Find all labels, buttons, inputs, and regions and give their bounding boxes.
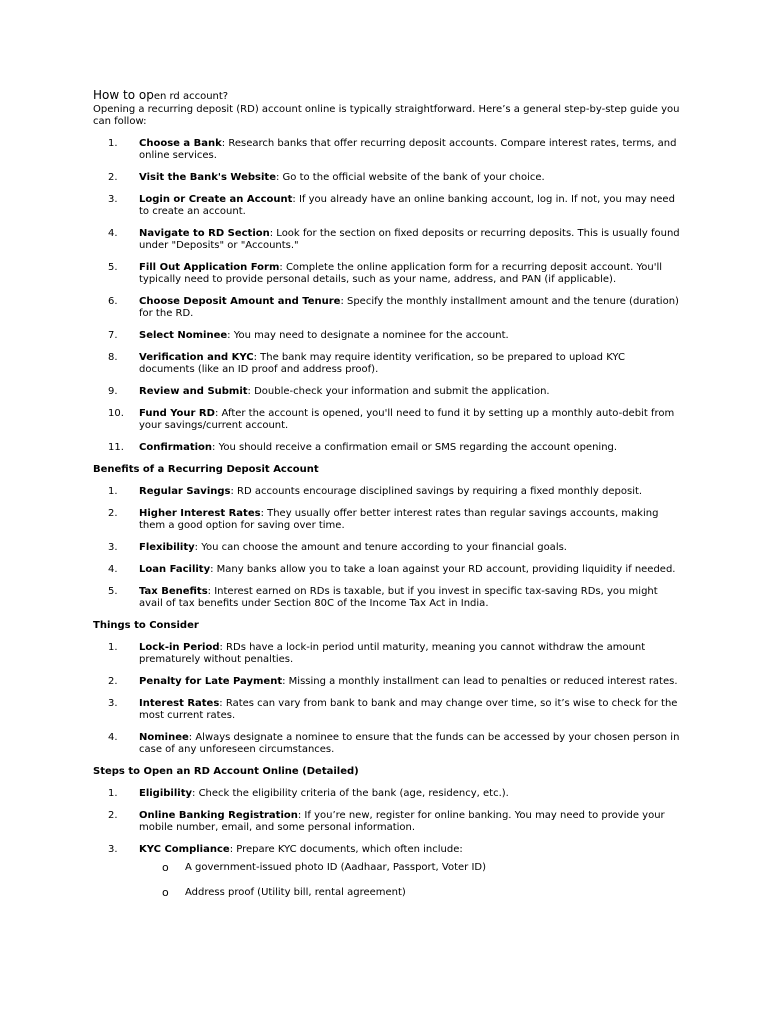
bullet-icon: o: [162, 861, 169, 874]
list-item: [93, 386, 683, 398]
list-item-text: : Interest earned on RDs is taxable, but if you invest in specific tax-saving RDs, you might avail of tax benefits under Section 80C of the Income Tax Act in India.: [139, 586, 658, 609]
list-item-number: 2.: [108, 172, 118, 183]
considerations-heading: Things to Consider: [93, 620, 199, 631]
list-item-number: 1.: [108, 486, 118, 497]
list-item: [93, 676, 683, 688]
list-item-number: 6.: [108, 296, 118, 307]
list-item-text: : Go to the official website of the bank of your choice.: [276, 172, 545, 183]
list-item-text: : Many banks allow you to take a loan against your RD account, providing liquidity if needed.: [210, 564, 676, 575]
list-item-number: 2.: [108, 508, 118, 519]
title-large-part: How to op: [93, 88, 154, 102]
list-item-number: 4.: [108, 732, 118, 743]
list-item-text: : You may need to designate a nominee for the account.: [227, 330, 509, 341]
list-item-term: Review and Submit: [139, 386, 248, 397]
list-item-term: Interest Rates: [139, 698, 220, 709]
list-item-text: : They usually offer better interest rates than regular savings accounts, making them a good option for saving over time.: [139, 508, 659, 531]
list-item-term: Confirmation: [139, 442, 213, 453]
list-item: [93, 810, 683, 834]
sub-list-item: [139, 887, 683, 899]
list-item-number: 3.: [108, 698, 118, 709]
list-item-number: 11.: [108, 442, 124, 453]
detailed-steps-list: [93, 788, 683, 899]
list-item-term: Flexibility: [139, 542, 195, 553]
list-item-text: : If you already have an online banking account, log in. If not, you may need to create an account.: [139, 194, 675, 217]
list-item: [93, 442, 683, 454]
kyc-documents-list: [139, 862, 683, 899]
list-item-number: 1.: [108, 788, 118, 799]
list-item: [93, 228, 683, 252]
list-item-text: : You should receive a confirmation email or SMS regarding the account opening.: [212, 442, 618, 453]
sub-list-item-text: A government-issued photo ID (Aadhaar, Passport, Voter ID): [185, 862, 487, 873]
list-item-text: : Double-check your information and submit the application.: [247, 386, 550, 397]
list-item-term: Fill Out Application Form: [139, 262, 280, 273]
list-item-text: : After the account is opened, you'll need to fund it by setting up a monthly auto-debit from your savings/current account.: [139, 408, 675, 431]
list-item-text: : Specify the monthly installment amount and the tenure (duration) for the RD.: [139, 296, 679, 319]
list-item-number: 2.: [108, 676, 118, 687]
bullet-icon: o: [162, 886, 169, 899]
list-item-term: Lock-in Period: [139, 642, 220, 653]
list-item-text: : Prepare KYC documents, which often include:: [229, 844, 463, 855]
list-item-text: : Always designate a nominee to ensure that the funds can be accessed by your chosen person in case of any unforeseen circumstances.: [139, 732, 680, 755]
list-item-term: Verification and KYC: [139, 352, 254, 363]
list-item-term: Online Banking Registration: [139, 810, 298, 821]
list-item: [93, 408, 683, 432]
list-item-text: : If you’re new, register for online banking. You may need to provide your mobile number, email, and some personal information.: [139, 810, 665, 833]
list-item-term: Higher Interest Rates: [139, 508, 261, 519]
list-item-number: 2.: [108, 810, 118, 821]
list-item-text: : Missing a monthly installment can lead to penalties or reduced interest rates.: [282, 676, 678, 687]
list-item-term: Loan Facility: [139, 564, 211, 575]
list-item: [93, 330, 683, 342]
title-small-part: en rd account?: [153, 91, 229, 102]
list-item-term: Regular Savings: [139, 486, 231, 497]
list-item-number: 4.: [108, 564, 118, 575]
list-item-term: Nominee: [139, 732, 189, 743]
list-item: [93, 486, 683, 498]
list-item-term: Choose a Bank: [139, 138, 222, 149]
list-item: [93, 262, 683, 286]
list-item-text: : Complete the online application form for a recurring deposit account. You'll typically need to provide personal details, such as your name, address, and PAN (if applicable).: [139, 262, 663, 285]
list-item-number: 7.: [108, 330, 118, 341]
list-item-number: 5.: [108, 262, 118, 273]
list-item-text: : The bank may require identity verification, so be prepared to upload KYC documents (like an ID proof and address proof).: [139, 352, 625, 375]
benefits-heading: Benefits of a Recurring Deposit Account: [93, 464, 319, 475]
list-item: [93, 172, 683, 184]
list-item-text: : Rates can vary from bank to bank and may change over time, so it’s wise to check for the most current rates.: [139, 698, 678, 721]
list-item-text: : RD accounts encourage disciplined savings by requiring a fixed monthly deposit.: [230, 486, 643, 497]
list-item-term: Select Nominee: [139, 330, 228, 341]
considerations-list: [93, 642, 683, 756]
list-item: [93, 296, 683, 320]
list-item-term: Navigate to RD Section: [139, 228, 270, 239]
intro-paragraph: Opening a recurring deposit (RD) account online is typically straightforward. Here’s a general step-by-step guide you can follow:: [93, 104, 680, 127]
list-item-term: Visit the Bank's Website: [139, 172, 276, 183]
list-item-number: 8.: [108, 352, 118, 363]
list-item-term: KYC Compliance: [139, 844, 230, 855]
list-item-text: : RDs have a lock-in period until maturity, meaning you cannot withdraw the amount prematurely without penalties.: [139, 642, 646, 665]
list-item-text: : Research banks that offer recurring deposit accounts. Compare interest rates, terms, and online services.: [139, 138, 677, 161]
list-item: [93, 542, 683, 554]
list-item-term: Login or Create an Account: [139, 194, 293, 205]
list-item-term: Fund Your RD: [139, 408, 215, 419]
list-item-number: 1.: [108, 138, 118, 149]
list-item: [93, 642, 683, 666]
list-item-number: 1.: [108, 642, 118, 653]
document-body: [93, 88, 683, 912]
list-item-number: 9.: [108, 386, 118, 397]
list-item-text: : Look for the section on fixed deposits or recurring deposits. This is usually found under "Deposits" or "Accounts.": [139, 228, 680, 251]
list-item-text: : You can choose the amount and tenure according to your financial goals.: [194, 542, 567, 553]
steps-list: [93, 138, 683, 454]
list-item: [93, 564, 683, 576]
page-title: [93, 88, 683, 104]
list-item: [93, 508, 683, 532]
sub-list-item-text: Address proof (Utility bill, rental agreement): [185, 887, 406, 898]
list-item: [93, 698, 683, 722]
list-item-term: Choose Deposit Amount and Tenure: [139, 296, 341, 307]
list-item: [93, 844, 683, 899]
list-item: [93, 352, 683, 376]
list-item-number: 3.: [108, 194, 118, 205]
list-item-number: 10.: [108, 408, 124, 419]
list-item-number: 3.: [108, 844, 118, 855]
sub-list-item: [139, 862, 683, 874]
list-item-term: Eligibility: [139, 788, 193, 799]
list-item-number: 4.: [108, 228, 118, 239]
detailed-steps-heading: Steps to Open an RD Account Online (Detailed): [93, 766, 359, 777]
list-item: [93, 138, 683, 162]
list-item-term: Tax Benefits: [139, 586, 208, 597]
list-item-number: 5.: [108, 586, 118, 597]
list-item: [93, 732, 683, 756]
list-item-text: : Check the eligibility criteria of the bank (age, residency, etc.).: [192, 788, 509, 799]
list-item-term: Penalty for Late Payment: [139, 676, 283, 687]
benefits-list: [93, 486, 683, 610]
list-item: [93, 586, 683, 610]
list-item: [93, 194, 683, 218]
list-item-number: 3.: [108, 542, 118, 553]
list-item: [93, 788, 683, 800]
